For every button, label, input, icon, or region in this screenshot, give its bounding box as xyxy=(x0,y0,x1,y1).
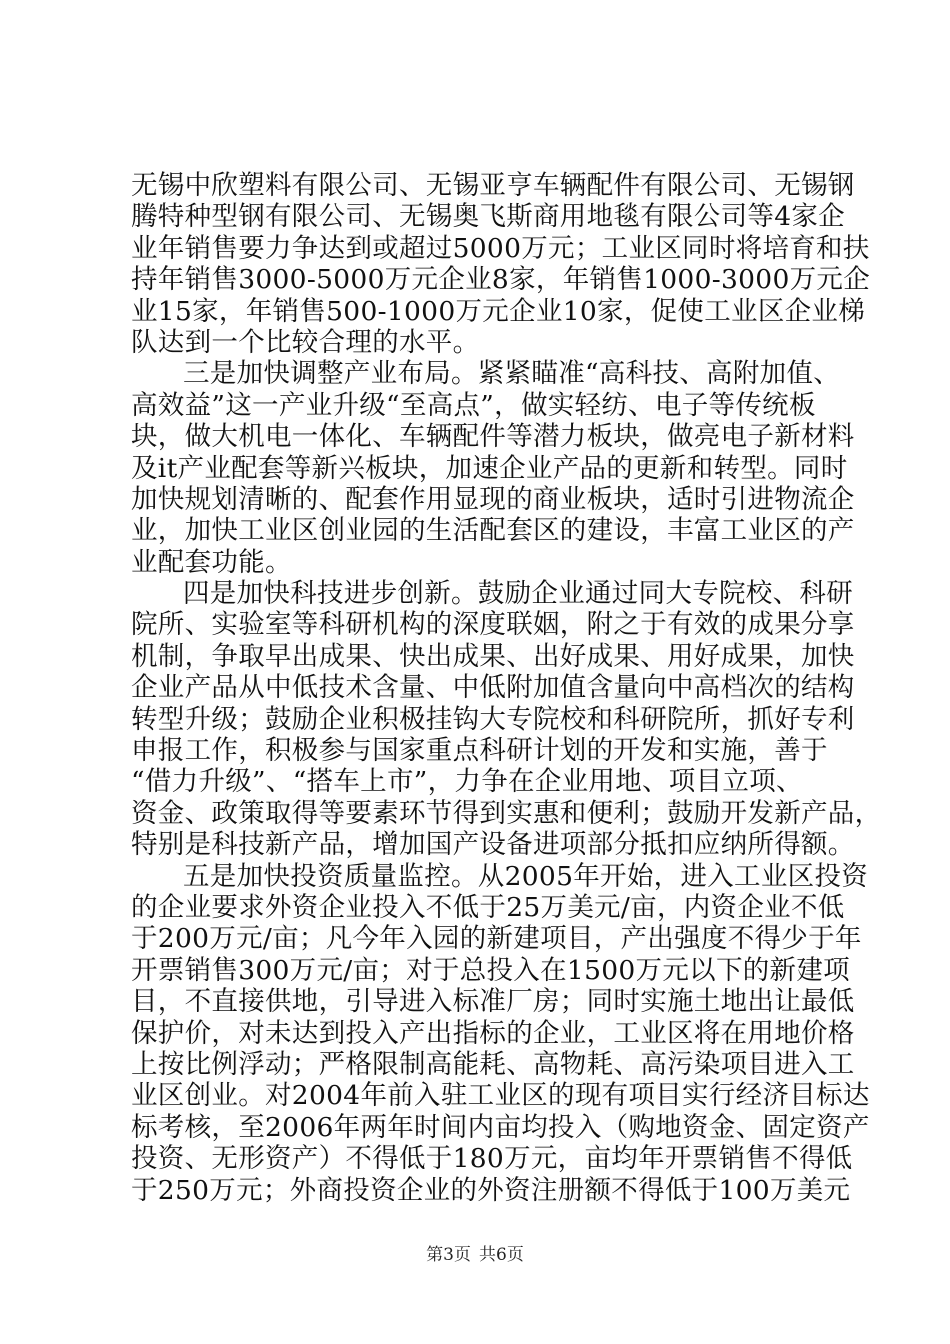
text-line: 企业产品从中低技术含量、中低附加值含量向中高档次的结构 xyxy=(131,672,855,704)
page-total: 共6页 xyxy=(479,1245,524,1265)
text-line: 业，加快工业区创业园的生活配套区的建设，丰富工业区的产 xyxy=(131,515,855,547)
text-line: 持年销售3000-5000万元企业8家，年销售1000-3000万元企 xyxy=(131,264,871,296)
page-number: 第3页 xyxy=(426,1245,471,1265)
text-line: 开票销售300万元/亩；对于总投入在1500万元以下的新建项 xyxy=(131,954,850,986)
text-line: 加快规划清晰的、配套作用显现的商业板块，适时引进物流企 xyxy=(131,483,855,515)
page-footer xyxy=(0,1244,950,1266)
text-line: 及it产业配套等新兴板块，加速企业产品的更新和转型。同时 xyxy=(131,452,848,484)
text-line: 特别是科技新产品，增加国产设备进项部分抵扣应纳所得额。 xyxy=(131,829,855,861)
text-line: 机制，争取早出成果、快出成果、出好成果、用好成果，加快 xyxy=(131,640,855,672)
paragraph-start-line: 四是加快科技进步创新。鼓励企业通过同大专院校、科研 xyxy=(183,578,853,610)
body-text xyxy=(131,170,882,1206)
text-line: 无锡中欣塑料有限公司、无锡亚亨车辆配件有限公司、无锡钢 xyxy=(131,170,855,201)
text-line: 于250万元；外商投资企业的外资注册额不得低于100万美元 xyxy=(131,1174,851,1206)
text-line: 目，不直接供地，引导进入标准厂房；同时实施土地出让最低 xyxy=(131,986,855,1018)
text-line: 腾特种型钢有限公司、无锡奥飞斯商用地毯有限公司等4家企 xyxy=(131,201,845,233)
text-line: 业配套功能。 xyxy=(131,546,292,578)
text-line: 块，做大机电一体化、车辆配件等潜力板块，做亮电子新材料 xyxy=(131,421,855,453)
text-line: 申报工作，积极参与国家重点科研计划的开发和实施，善于 xyxy=(131,735,828,767)
text-line: 上按比例浮动；严格限制高能耗、高物耗、高污染项目进入工 xyxy=(131,1048,855,1080)
text-line: 高效益”这一产业升级“至高点”，做实轻纺、电子等传统板 xyxy=(131,389,816,421)
text-line: 业15家，年销售500-1000万元企业10家，促使工业区企业梯 xyxy=(131,295,866,327)
text-line: 标考核，至2006年两年时间内亩均投入（购地资金、固定资产 xyxy=(131,1111,870,1143)
text-line: 转型升级；鼓励企业积极挂钩大专院校和科研院所，抓好专利 xyxy=(131,703,855,735)
text-line: 业年销售要力争达到或超过5000万元；工业区同时将培育和扶 xyxy=(131,232,870,264)
text-line: “借力升级”、“搭车上市”，力争在企业用地、项目立项、 xyxy=(131,766,803,798)
paragraph-start-line: 三是加快调整产业布局。紧紧瞄准“高科技、高附加值、 xyxy=(183,358,841,390)
text-line: 保护价，对未达到投入产出指标的企业，工业区将在用地价格 xyxy=(131,1017,855,1049)
text-line: 院所、实验室等科研机构的深度联姻，附之于有效的成果分享 xyxy=(131,609,855,641)
text-line: 于200万元/亩；凡今年入园的新建项目，产出强度不得少于年 xyxy=(131,923,862,955)
text-line: 的企业要求外资企业投入不低于25万美元/亩，内资企业不低 xyxy=(131,891,845,923)
text-line: 投资、无形资产）不得低于180万元，亩均年开票销售不得低 xyxy=(131,1143,853,1175)
text-line: 业区创业。对2004年前入驻工业区的现有项目实行经济目标达 xyxy=(131,1080,870,1112)
paragraph-start-line: 五是加快投资质量监控。从2005年开始，进入工业区投资 xyxy=(183,860,869,892)
text-line: 资金、政策取得等要素环节得到实惠和便利；鼓励开发新产品， xyxy=(131,797,882,829)
text-line: 队达到一个比较合理的水平。 xyxy=(131,326,480,358)
